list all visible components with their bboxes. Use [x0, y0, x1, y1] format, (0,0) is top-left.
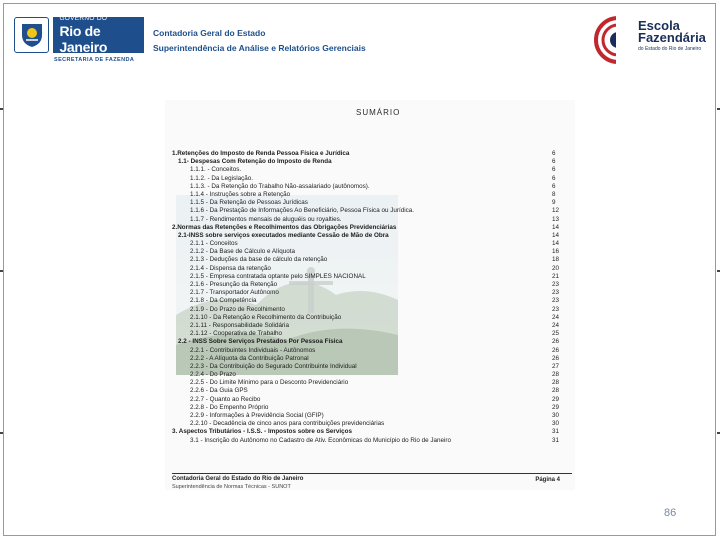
frame-tick [0, 108, 3, 110]
toc-entry [172, 175, 572, 183]
toc-entry-title: 2.1-INSS sobre serviços executados mediante Cessão de Mão de Obra [178, 231, 389, 239]
toc-entry-page: 30 [552, 412, 560, 419]
toc-entry [172, 379, 572, 387]
toc-entry-page: 28 [552, 371, 560, 379]
toc-entry-title: 2.2.2 - A Alíquota da Contribuição Patronal [190, 354, 309, 362]
toc-entry-title: 2.2.1 - Contribuintes Individuais - Autônomos [190, 346, 316, 354]
toc-entry-page: 21 [552, 272, 560, 280]
toc-entry-title: 1.1- Despesas Com Retenção do Imposto de Renda [178, 158, 332, 166]
secretaria-label: SECRETARIA DE FAZENDA [54, 57, 135, 63]
toc-entry [172, 158, 572, 166]
toc-title: SUMÁRIO [356, 108, 401, 117]
toc-entry-title: 2.2.9 - Informações à Previdência Social (GFIP) [190, 412, 324, 419]
toc-entry-page: 14 [552, 231, 560, 239]
toc-entry-title: 3. Aspectos Tributários - I.S.S. - Impostos sobre os Serviços [172, 428, 352, 436]
toc-entry-title: 2.1.11 - Responsabilidade Solidária [190, 321, 289, 329]
toc-entry [172, 404, 572, 412]
toc-entry [172, 363, 572, 371]
toc-entry-page: 6 [552, 182, 556, 190]
header-line-1: Contadoria Geral do Estado [153, 28, 266, 38]
toc-entry-page: 31 [552, 428, 560, 436]
toc-entry-page: 30 [552, 420, 560, 428]
toc-entry [172, 281, 572, 289]
government-wordmark [53, 17, 144, 53]
gov-small-text: GOVERNO DO [59, 15, 108, 22]
footer-dept: Superintendência de Normas Técnicas - SUNOT [172, 484, 291, 490]
toc-entry-page: 18 [552, 256, 560, 264]
frame-tick [0, 432, 3, 434]
toc-entry [172, 199, 572, 207]
toc-entry-title: 2.1.6 - Presunção da Retenção [190, 281, 278, 288]
toc-entry-title: 2.2.7 - Quanto ao Recibo [190, 395, 261, 403]
toc-entry-title: 2.2.8 - Do Empenho Próprio [190, 403, 269, 411]
toc-entry-page: 26 [552, 346, 560, 354]
toc-entry-title: 2.1.9 - Do Prazo de Recolhimento [190, 305, 285, 313]
toc-entry [172, 265, 572, 273]
toc-entry-title: 1.1.5 - Da Retenção de Pessoas Jurídicas [190, 199, 308, 207]
document-footer [172, 473, 572, 492]
toc-entry-page: 8 [552, 190, 556, 198]
toc-entry [172, 191, 572, 199]
footer-page-number: Página 4 [535, 477, 560, 483]
toc-entry-page: 26 [552, 338, 560, 346]
toc-entry-page: 23 [552, 281, 560, 288]
toc-entry [172, 273, 572, 281]
toc-entry [172, 437, 572, 445]
toc-entry [172, 183, 572, 191]
toc-entry [172, 322, 572, 330]
toc-entry-page: 29 [552, 395, 560, 403]
header-line-2: Superintendência de Análise e Relatórios Gerenciais [153, 43, 366, 53]
toc-entry-title: 2.1.1 - Conceitos [190, 240, 238, 248]
toc-entry-page: 13 [552, 215, 560, 223]
toc-entry-page: 24 [552, 313, 560, 321]
toc-entry-page: 23 [552, 305, 560, 313]
state-crest-icon [14, 17, 49, 53]
footer-org: Contadoria Geral do Estado do Rio de Janeiro [172, 476, 304, 482]
toc-entry [172, 428, 572, 436]
toc-entry-page: 12 [552, 207, 560, 215]
toc-entry-page: 29 [552, 403, 560, 411]
toc-entry-title: 1.1.7 - Rendimentos mensais de aluguéis ou royalties. [190, 215, 342, 223]
toc-entry [172, 347, 572, 355]
gov-state-name: Rio de Janeiro [59, 23, 108, 55]
toc-entry [172, 420, 572, 428]
toc-entry-title: 1.1.6 - Da Prestação de Informações Ao Beneficiário, Pessoa Física ou Jurídica. [190, 207, 415, 215]
escola-line-2: Fazendária [638, 30, 706, 45]
toc-entry-title: 2.1.7 - Transportador Autônomo [190, 289, 279, 297]
toc-entry-title: 2.1.10 - Da Retenção e Recolhimento da Contribuição [190, 313, 342, 321]
toc-entry [172, 289, 572, 297]
escola-swirl-icon [594, 14, 638, 66]
toc-entry [172, 396, 572, 404]
toc-entry-page: 16 [552, 248, 560, 256]
header-title-block [153, 26, 366, 56]
escola-subtitle: do Estado do Rio de Janeiro [638, 46, 702, 52]
toc-entry-page: 23 [552, 289, 560, 297]
table-of-contents [172, 150, 572, 445]
toc-entry-title: 2.2.5 - Do Limite Mínimo para o Desconto Previdenciário [190, 379, 349, 387]
government-logo [14, 16, 144, 54]
toc-entry-title: 1.1.2. - Da Legislação. [190, 174, 254, 182]
toc-entry-title: 2.2.10 - Decadência de cinco anos para contribuições previdenciárias [190, 420, 385, 428]
toc-entry-page: 28 [552, 387, 560, 395]
toc-entry-title: 1.1.1. - Conceitos. [190, 166, 242, 174]
toc-entry-title: 2.1.5 - Empresa contratada optante pelo SIMPLES NACIONAL [190, 272, 366, 280]
escola-line-1: Escola [638, 18, 680, 33]
toc-entry [172, 330, 572, 338]
toc-entry [172, 306, 572, 314]
toc-entry [172, 216, 572, 224]
toc-entry-title: 2.1.4 - Dispensa da retenção [190, 264, 271, 272]
toc-entry-title: 1.Retenções do Imposto de Renda Pessoa Física e Jurídica [172, 150, 350, 157]
toc-entry [172, 314, 572, 322]
toc-entry-page: 6 [552, 150, 556, 157]
frame-tick [0, 270, 3, 272]
toc-entry-page: 14 [552, 240, 560, 248]
toc-entry-page: 26 [552, 354, 560, 362]
toc-entry-title: 1.1.4 - Instruções sobre a Retenção [190, 190, 291, 198]
toc-entry-title: 2.Normas das Retenções e Recolhimentos das Obrigações Previdenciárias [172, 223, 397, 231]
toc-entry-title: 2.1.3 - Deduções da base de cálculo da retenção [190, 256, 328, 264]
toc-entry [172, 297, 572, 305]
toc-entry-page: 28 [552, 379, 560, 387]
toc-entry-title: 2.1.2 - Da Base de Cálculo e Alíquota [190, 248, 296, 256]
toc-entry-title: 2.2.4 - Do Prazo [190, 371, 236, 379]
toc-entry-page: 20 [552, 264, 560, 272]
toc-entry-title: 2.2.3 - Da Contribuição do Segurado Contribuinte Individual [190, 362, 357, 370]
toc-entry-page: 6 [552, 174, 556, 182]
toc-entry-title: 3.1 - Inscrição do Autônomo no Cadastro de Ativ. Econômicas do Município do Rio de Janeiro [190, 436, 452, 444]
toc-entry-title: 2.2.6 - Da Guia GPS [190, 387, 248, 395]
slide-header [0, 0, 720, 70]
toc-entry-page: 6 [552, 158, 556, 166]
toc-entry-page: 24 [552, 321, 560, 329]
toc-entry-page: 31 [552, 436, 560, 444]
toc-entry [172, 248, 572, 256]
toc-entry [172, 338, 572, 346]
toc-entry [172, 387, 572, 395]
toc-entry [172, 166, 572, 174]
toc-entry [172, 371, 572, 379]
toc-entry [172, 355, 572, 363]
toc-entry-title: 1.1.3. - Da Retenção do Trabalho Não-assalariado (autônomos). [190, 182, 370, 190]
toc-entry [172, 256, 572, 264]
toc-entry [172, 224, 572, 232]
toc-entry-page: 9 [552, 199, 556, 207]
toc-entry-page: 14 [552, 223, 560, 231]
toc-entry [172, 240, 572, 248]
toc-entry-page: 27 [552, 362, 560, 370]
toc-entry [172, 207, 572, 215]
toc-entry-page: 25 [552, 330, 560, 338]
toc-entry-page: 23 [552, 297, 560, 305]
toc-entry-title: 2.1.8 - Da Competência [190, 297, 257, 305]
toc-entry [172, 412, 572, 420]
toc-entry [172, 150, 572, 158]
toc-entry-title: 2.2 - INSS Sobre Serviços Prestados Por Pessoa Física [178, 338, 343, 346]
slide-number: 86 [664, 507, 677, 519]
escola-fazendaria-logo [594, 14, 714, 66]
toc-entry-title: 2.1.12 - Cooperativa de Trabalho [190, 330, 283, 338]
toc-entry [172, 232, 572, 240]
escola-name [638, 20, 706, 44]
toc-entry-page: 6 [552, 166, 556, 174]
